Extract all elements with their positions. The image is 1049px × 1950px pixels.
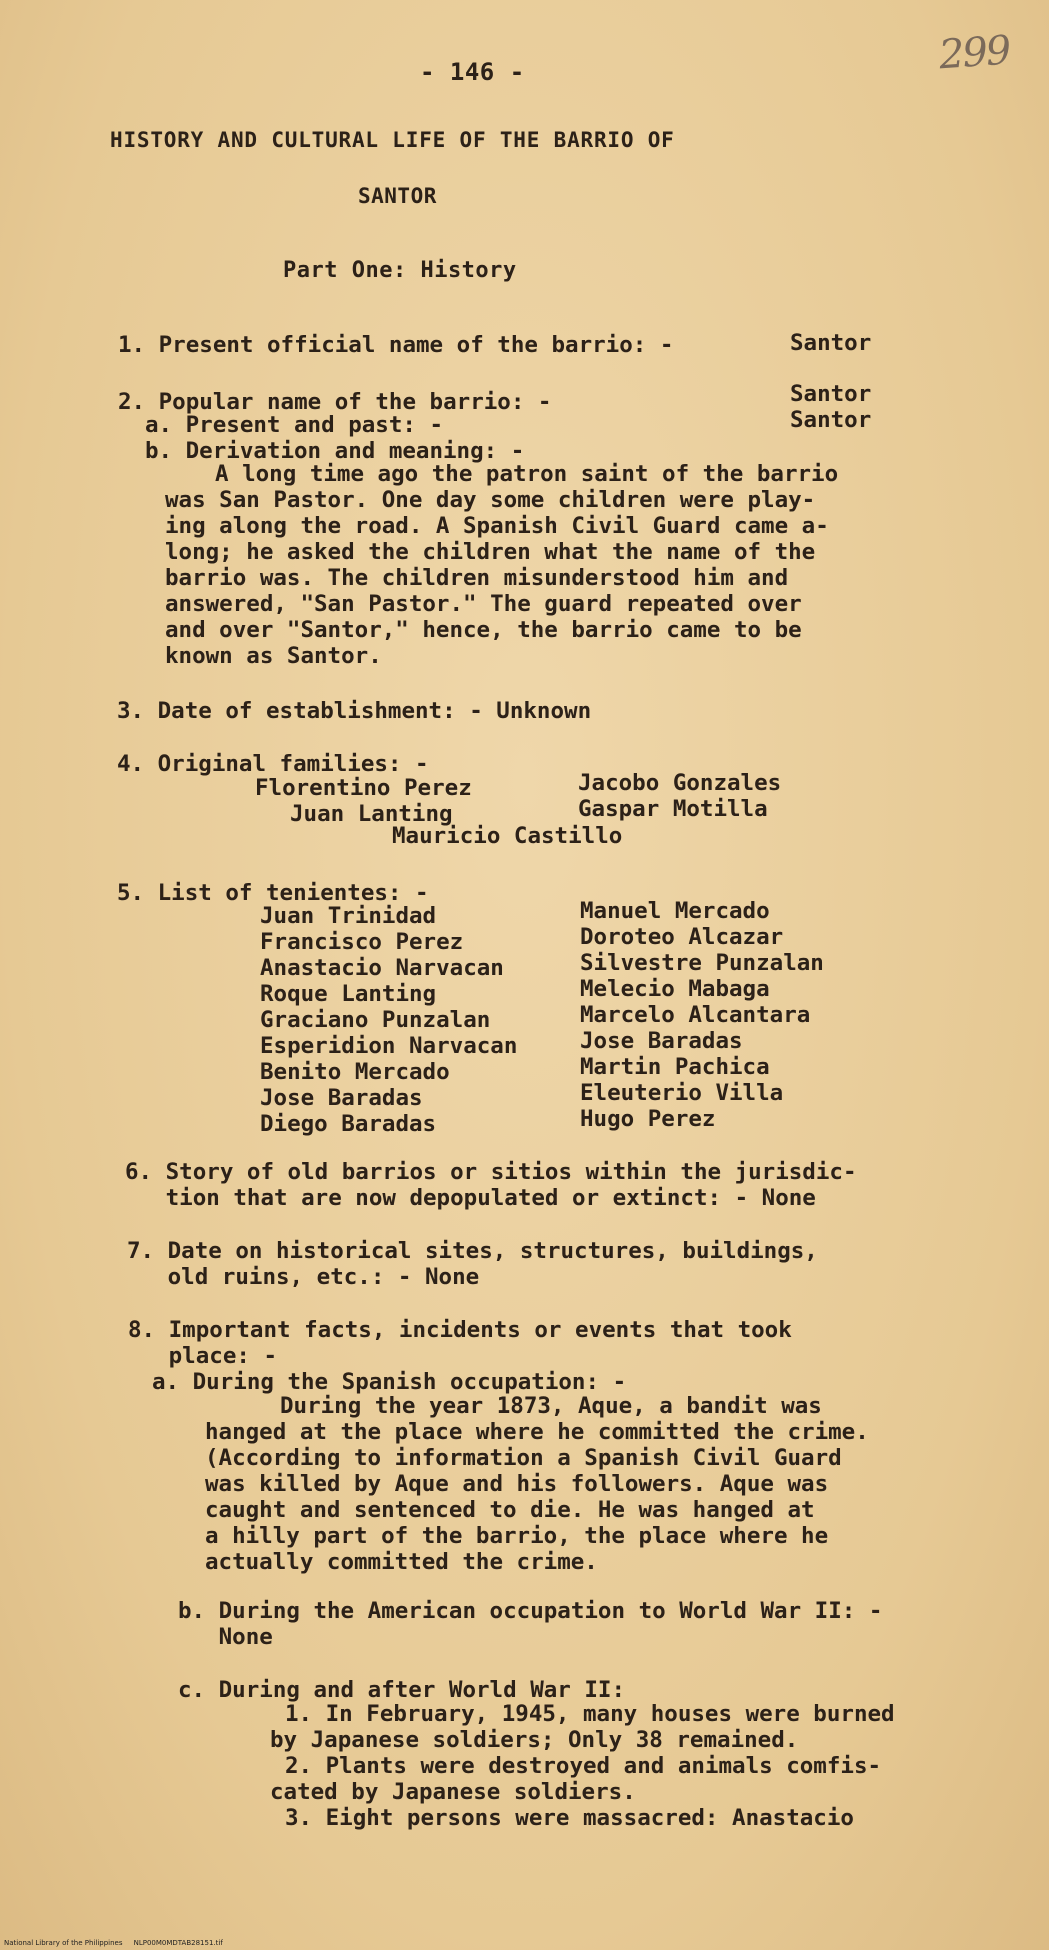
item-8a-label: a. During the Spanish occupation: - xyxy=(152,1369,627,1395)
item-7-line: 7. Date on historical sites, structures, buildings, xyxy=(127,1238,818,1264)
teniente-name: Benito Mercado xyxy=(260,1059,450,1085)
teniente-name: Hugo Perez xyxy=(580,1106,716,1132)
item-2a-value: Santor xyxy=(790,407,872,433)
war-event-line: by Japanese soldiers; Only 38 remained. xyxy=(270,1727,799,1753)
item-1-label: 1. Present official name of the barrio: - xyxy=(118,332,674,358)
item-6-line: tion that are now depopulated or extinct: - None xyxy=(125,1185,816,1211)
teniente-name: Jose Baradas xyxy=(260,1085,423,1111)
item-8c-label: c. During and after World War II: xyxy=(178,1677,626,1703)
teniente-name: Anastacio Narvacan xyxy=(260,955,504,981)
teniente-name: Juan Trinidad xyxy=(260,903,437,929)
teniente-name: Martin Pachica xyxy=(580,1054,770,1080)
derivation-line: answered, "San Pastor." The guard repeated over xyxy=(165,591,802,617)
teniente-name: Esperidion Narvacan xyxy=(260,1033,518,1059)
family-name: Florentino Perez xyxy=(255,775,472,801)
spanish-occupation-line: a hilly part of the barrio, the place where he xyxy=(205,1523,829,1549)
barrio-name-heading: SANTOR xyxy=(358,184,437,208)
part-heading: Part One: History xyxy=(283,258,517,283)
teniente-name: Marcelo Alcantara xyxy=(580,1002,811,1028)
derivation-line: ing along the road. A Spanish Civil Guard came a- xyxy=(165,513,829,539)
war-event-line: 2. Plants were destroyed and animals comfis- xyxy=(285,1753,882,1779)
family-name: Mauricio Castillo xyxy=(392,823,623,849)
war-event-line: 1. In February, 1945, many houses were burned xyxy=(285,1701,895,1727)
spanish-occupation-line: (According to information a Spanish Civil Guard xyxy=(205,1445,842,1471)
spanish-occupation-line: was killed by Aque and his followers. Aque was xyxy=(205,1471,829,1497)
teniente-name: Graciano Punzalan xyxy=(260,1007,491,1033)
teniente-name: Eleuterio Villa xyxy=(580,1080,784,1106)
teniente-name: Francisco Perez xyxy=(260,929,464,955)
spanish-occupation-line: actually committed the crime. xyxy=(205,1549,598,1575)
teniente-name: Doroteo Alcazar xyxy=(580,924,784,950)
teniente-name: Melecio Mabaga xyxy=(580,976,770,1002)
war-event-line: 3. Eight persons were massacred: Anastacio xyxy=(285,1805,854,1831)
family-name: Jacobo Gonzales xyxy=(578,770,782,796)
teniente-name: Roque Lanting xyxy=(260,981,437,1007)
item-8-line: place: - xyxy=(128,1343,278,1369)
item-2a-label: a. Present and past: - xyxy=(145,412,444,438)
teniente-name: Diego Baradas xyxy=(260,1111,437,1137)
item-2b-label: b. Derivation and meaning: - xyxy=(145,438,525,464)
item-8-line: 8. Important facts, incidents or events that took xyxy=(128,1317,792,1343)
teniente-name: Silvestre Punzalan xyxy=(580,950,824,976)
item-7-line: old ruins, etc.: - None xyxy=(127,1264,480,1290)
item-8b-line: None xyxy=(178,1624,273,1650)
item-2-label: 2. Popular name of the barrio: - xyxy=(118,389,552,415)
spanish-occupation-line: caught and sentenced to die. He was hanged at xyxy=(205,1497,815,1523)
item-2-value: Santor xyxy=(790,381,872,407)
teniente-name: Manuel Mercado xyxy=(580,898,770,924)
item-5-label: 5. List of tenientes: - xyxy=(117,880,429,906)
derivation-line: barrio was. The children misunderstood him and xyxy=(165,565,789,591)
document-title: HISTORY AND CULTURAL LIFE OF THE BARRIO OF xyxy=(110,128,675,152)
scan-footer: National Library of the Philippines NLP00M0MDTAB28151.tif xyxy=(4,1939,223,1947)
derivation-line: known as Santor. xyxy=(165,643,382,669)
item-6-line: 6. Story of old barrios or sitios within the jurisdic- xyxy=(125,1159,857,1185)
family-name: Juan Lanting xyxy=(290,801,453,827)
teniente-name: Jose Baradas xyxy=(580,1028,743,1054)
item-8b-line: b. During the American occupation to World War II: - xyxy=(178,1598,883,1624)
item-1-value: Santor xyxy=(790,330,872,356)
item-4-label: 4. Original families: - xyxy=(117,751,429,777)
family-name: Gaspar Motilla xyxy=(578,796,768,822)
derivation-line: and over "Santor," hence, the barrio came to be xyxy=(165,617,802,643)
handwritten-page-number: 299 xyxy=(937,27,1011,79)
item-3: 3. Date of establishment: - Unknown xyxy=(117,698,592,724)
spanish-occupation-line: hanged at the place where he committed the crime. xyxy=(205,1419,869,1445)
derivation-line: long; he asked the children what the name of the xyxy=(165,539,816,565)
derivation-line: A long time ago the patron saint of the barrio xyxy=(215,461,839,487)
page-number: - 146 - xyxy=(420,58,525,86)
war-event-line: cated by Japanese soldiers. xyxy=(270,1779,636,1805)
spanish-occupation-line: During the year 1873, Aque, a bandit was xyxy=(280,1393,822,1419)
derivation-line: was San Pastor. One day some children were play- xyxy=(165,487,816,513)
